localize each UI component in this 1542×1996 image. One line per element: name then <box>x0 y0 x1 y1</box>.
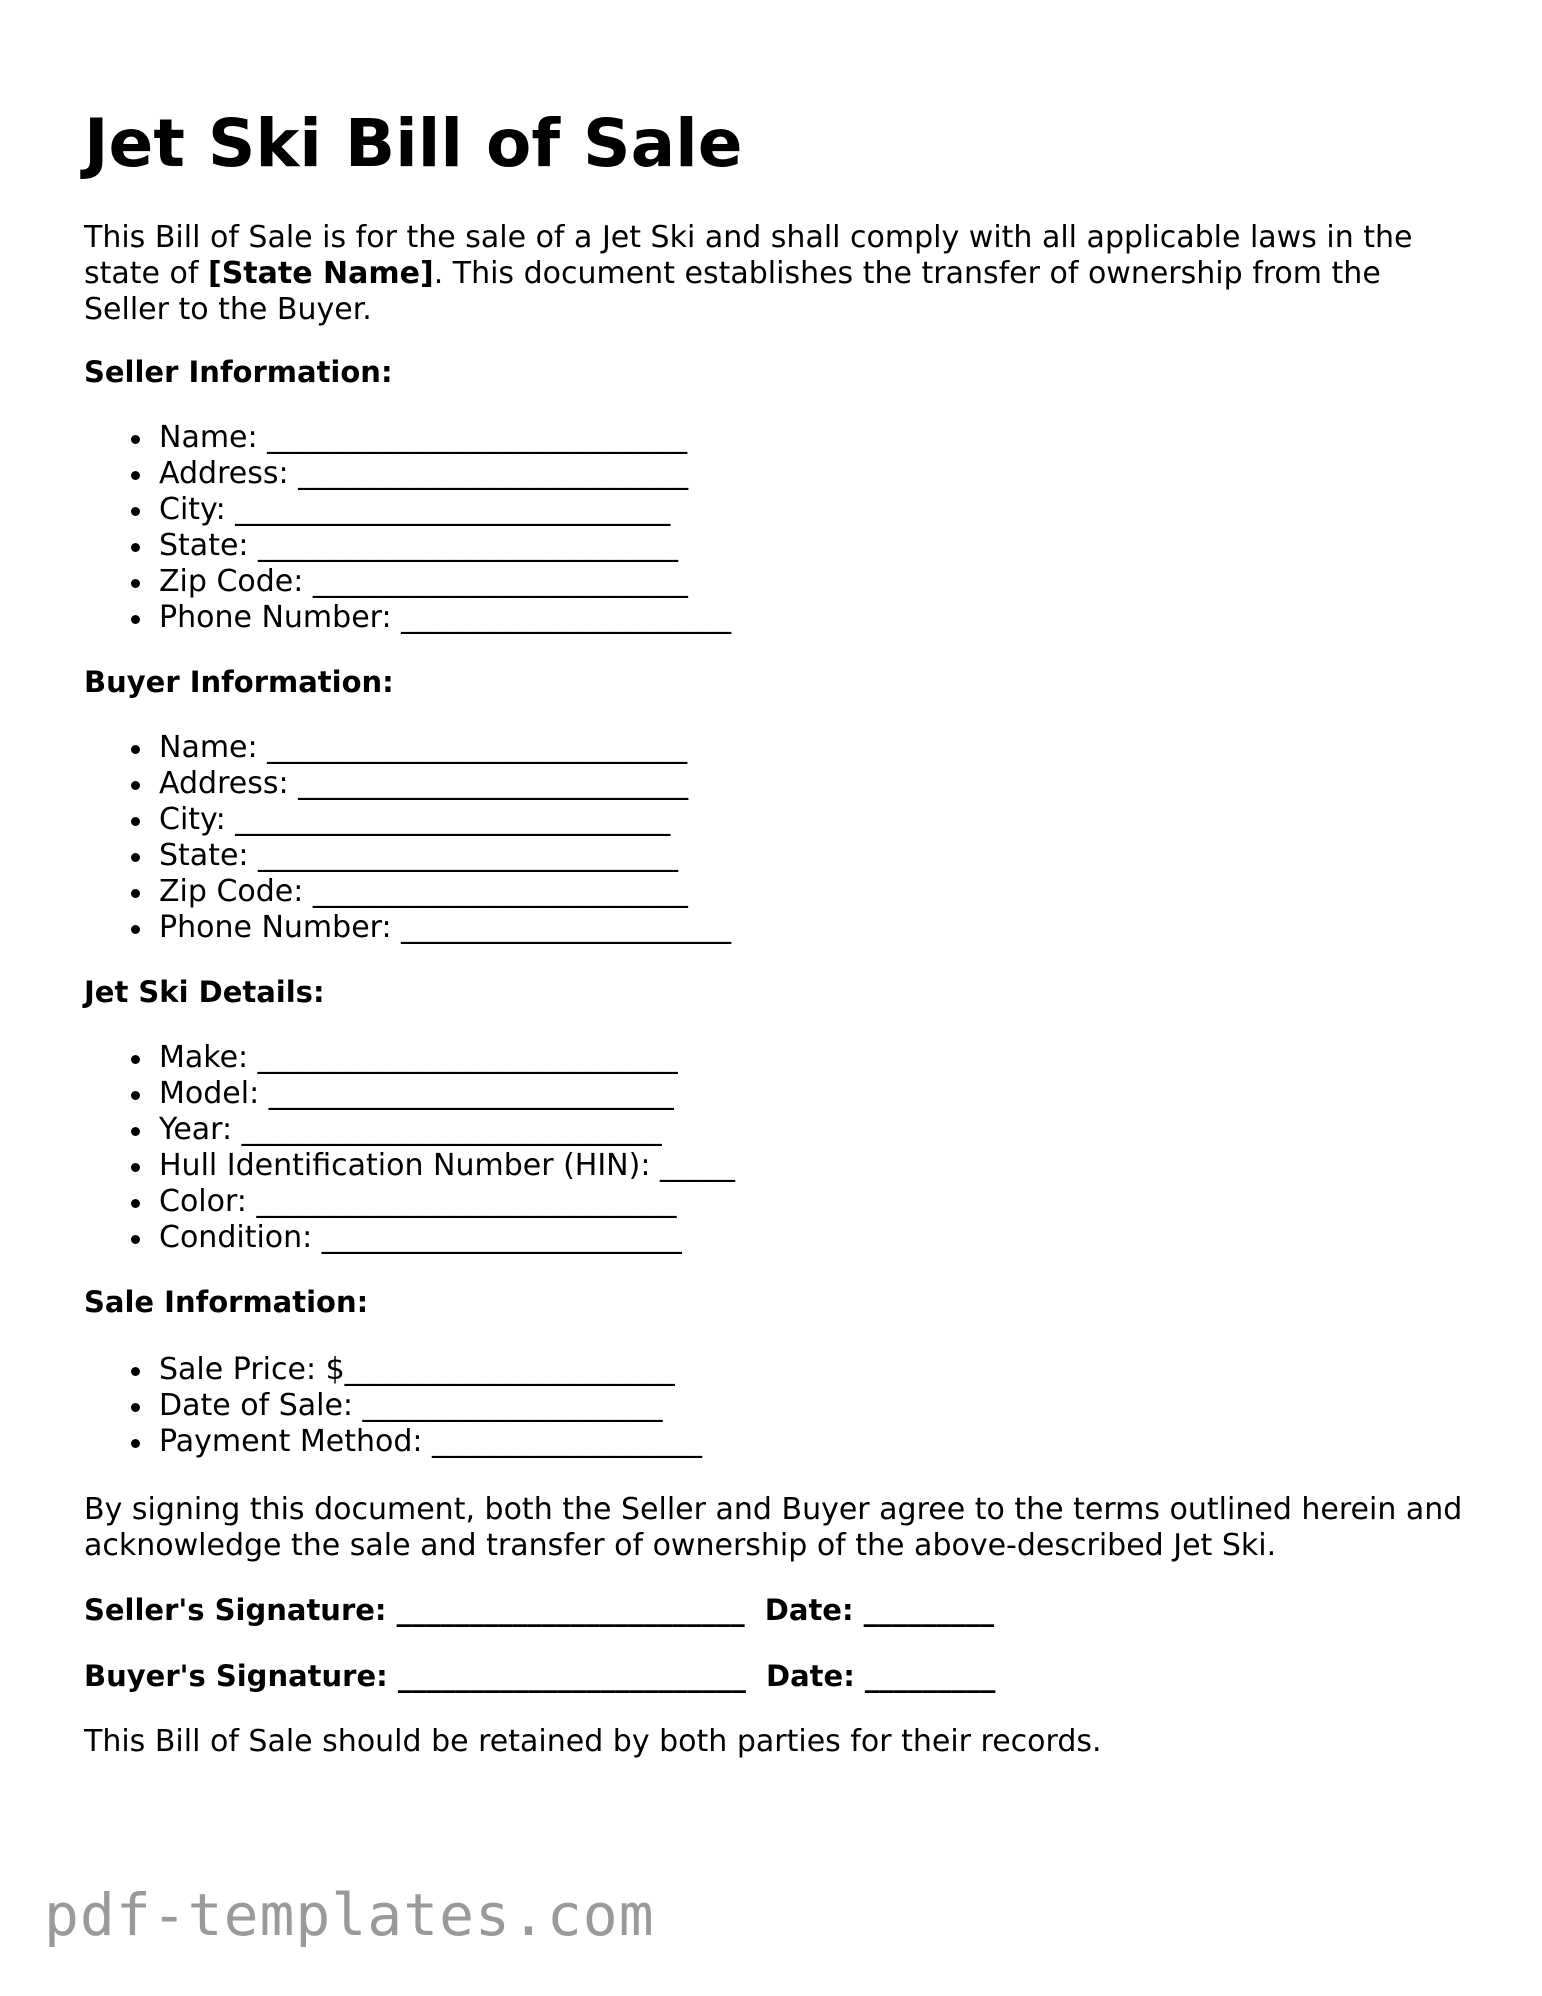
buyer-state-field[interactable]: State: ____________________________ <box>159 838 731 874</box>
jetski-make-field[interactable]: Make: ____________________________ <box>159 1040 735 1076</box>
jetski-color-field[interactable]: Color: ____________________________ <box>159 1184 735 1220</box>
buyer-name-field[interactable]: Name: ____________________________ <box>159 730 731 766</box>
seller-fields-list <box>84 420 731 636</box>
agreement-paragraph: By signing this document, both the Seller and Buyer agree to the terms outlined herein and acknowledge the sale and transfer of ownership of the above-described Jet Ski. <box>84 1492 1463 1563</box>
buyer-signature-line[interactable]: Buyer's Signature: ________________________ Date: _________ <box>84 1659 996 1693</box>
jetski-year-field[interactable]: Year: ____________________________ <box>159 1112 735 1148</box>
seller-signature-line[interactable]: Seller's Signature: ________________________ Date: _________ <box>84 1593 995 1627</box>
buyer-phone-field[interactable]: Phone Number: ______________________ <box>159 910 732 945</box>
sale-date-field[interactable]: Date of Sale: ____________________ <box>159 1388 702 1424</box>
seller-address-field[interactable]: Address: __________________________ <box>159 456 731 492</box>
jetski-condition-field[interactable]: Condition: ________________________ <box>159 1220 735 1256</box>
seller-phone-field[interactable]: Phone Number: ______________________ <box>159 600 732 635</box>
seller-info-heading: Seller Information: <box>84 355 393 389</box>
buyer-info-heading: Buyer Information: <box>84 665 394 699</box>
state-name-placeholder: [State Name] <box>207 256 434 291</box>
jetski-details-heading: Jet Ski Details: <box>84 975 325 1009</box>
intro-text-end: . This document establishes the transfer of ownership from the Seller to the Buyer. <box>84 256 1381 327</box>
jetski-hin-field[interactable]: Hull Identification Number (HIN): _____ <box>159 1148 735 1183</box>
sale-fields-list <box>84 1352 702 1460</box>
document-title: Jet Ski Bill of Sale <box>84 105 743 182</box>
buyer-fields-list <box>84 730 731 946</box>
sale-price-field[interactable]: Sale Price: $______________________ <box>159 1352 702 1388</box>
sale-info-heading: Sale Information: <box>84 1285 369 1319</box>
jetski-model-field[interactable]: Model: ___________________________ <box>159 1076 735 1112</box>
jetski-fields-list <box>84 1040 735 1256</box>
seller-zip-field[interactable]: Zip Code: _________________________ <box>159 564 731 600</box>
retain-note: This Bill of Sale should be retained by both parties for their records. <box>84 1724 1102 1759</box>
intro-paragraph <box>84 220 1464 328</box>
seller-name-field[interactable]: Name: ____________________________ <box>159 420 731 456</box>
buyer-zip-field[interactable]: Zip Code: _________________________ <box>159 874 731 910</box>
payment-method-field[interactable]: Payment Method: __________________ <box>159 1424 703 1459</box>
seller-state-field[interactable]: State: ____________________________ <box>159 528 731 564</box>
buyer-city-field[interactable]: City: _____________________________ <box>159 802 731 838</box>
buyer-address-field[interactable]: Address: __________________________ <box>159 766 731 802</box>
watermark-logo: pdf-templates.com <box>44 1881 655 1949</box>
intro-text-start: This Bill of Sale is for the sale of a Jet Ski and shall comply with all applicable laws in the state of <box>84 220 1413 291</box>
seller-city-field[interactable]: City: _____________________________ <box>159 492 731 528</box>
